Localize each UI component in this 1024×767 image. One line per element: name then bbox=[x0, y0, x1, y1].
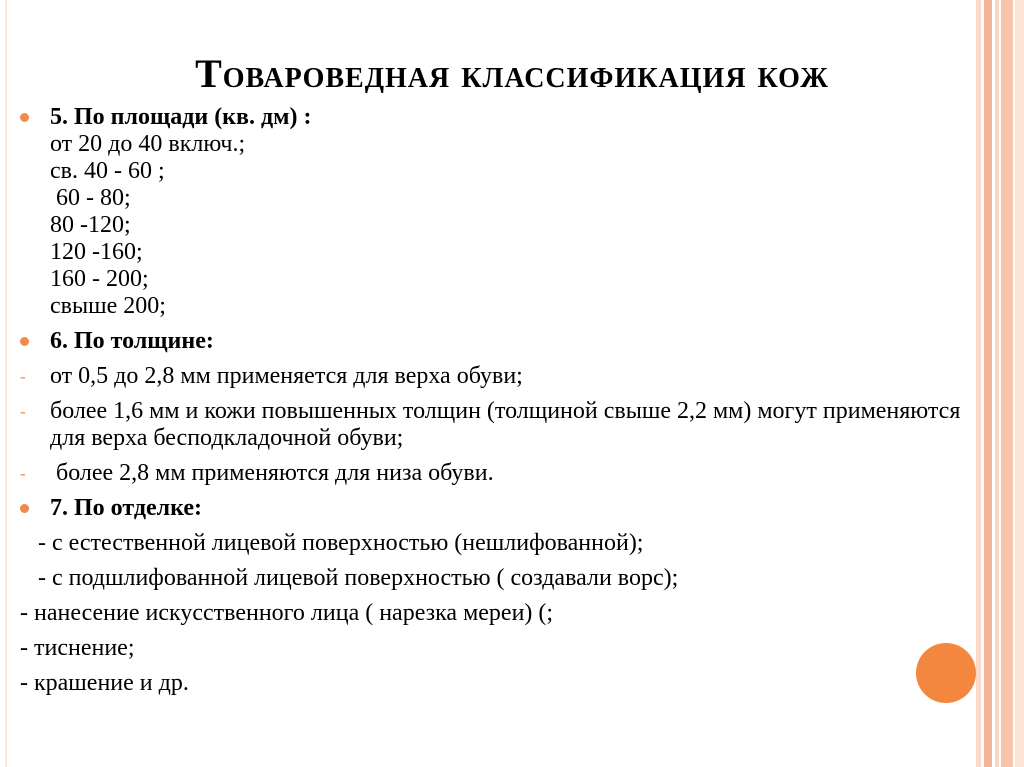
area-line: 80 -120; bbox=[50, 212, 131, 238]
finish-text: - нанесение искусственного лица ( нарезка мереи) (; bbox=[20, 600, 554, 626]
thickness-text: от 0,5 до 2,8 мм применяется для верха обуви; bbox=[50, 363, 523, 389]
finish-heading: 7. По отделке: bbox=[50, 495, 202, 521]
finish-item bbox=[20, 635, 980, 662]
left-border bbox=[5, 0, 7, 767]
thickness-heading: 6. По толщине: bbox=[50, 328, 214, 354]
dash-icon: - bbox=[20, 367, 26, 386]
finish-text: - с естественной лицевой поверхностью (нешлифованной); bbox=[32, 530, 644, 556]
finish-item bbox=[20, 670, 980, 697]
dash-icon: - bbox=[20, 464, 26, 483]
area-line: 120 -160; bbox=[50, 239, 143, 265]
thickness-text: более 1,6 мм и кожи повышенных толщин (толщиной свыше 2,2 мм) могут применяются для верха бесподкладочной обуви; bbox=[50, 398, 961, 451]
bullet-icon bbox=[20, 113, 29, 122]
slide-content bbox=[20, 104, 980, 697]
area-line: свыше 200; bbox=[50, 293, 166, 319]
area-section bbox=[20, 104, 980, 320]
thickness-section bbox=[20, 328, 980, 355]
dash-icon: - bbox=[20, 402, 26, 421]
finish-text: - тиснение; bbox=[20, 635, 135, 661]
finish-item bbox=[20, 565, 980, 592]
bullet-icon bbox=[20, 337, 29, 346]
area-line: 60 - 80; bbox=[50, 185, 131, 211]
thickness-item bbox=[20, 363, 980, 390]
finish-item bbox=[20, 530, 980, 557]
area-line: от 20 до 40 включ.; bbox=[50, 131, 246, 157]
finish-section bbox=[20, 495, 980, 522]
decorative-stripes bbox=[976, 0, 1024, 767]
area-line: св. 40 - 60 ; bbox=[50, 158, 165, 184]
thickness-text: более 2,8 мм применяются для низа обуви. bbox=[50, 460, 494, 486]
finish-text: - с подшлифованной лицевой поверхностью ( создавали ворс); bbox=[32, 565, 679, 591]
finish-item bbox=[20, 600, 980, 627]
area-heading: 5. По площади (кв. дм) : bbox=[50, 104, 312, 130]
thickness-item bbox=[20, 460, 980, 487]
bullet-icon bbox=[20, 504, 29, 513]
area-line: 160 - 200; bbox=[50, 266, 149, 292]
slide-title: Товароведная классификация кож bbox=[195, 51, 829, 96]
finish-text: - крашение и др. bbox=[20, 670, 189, 696]
decorative-circle bbox=[916, 643, 976, 703]
thickness-item bbox=[20, 398, 980, 452]
